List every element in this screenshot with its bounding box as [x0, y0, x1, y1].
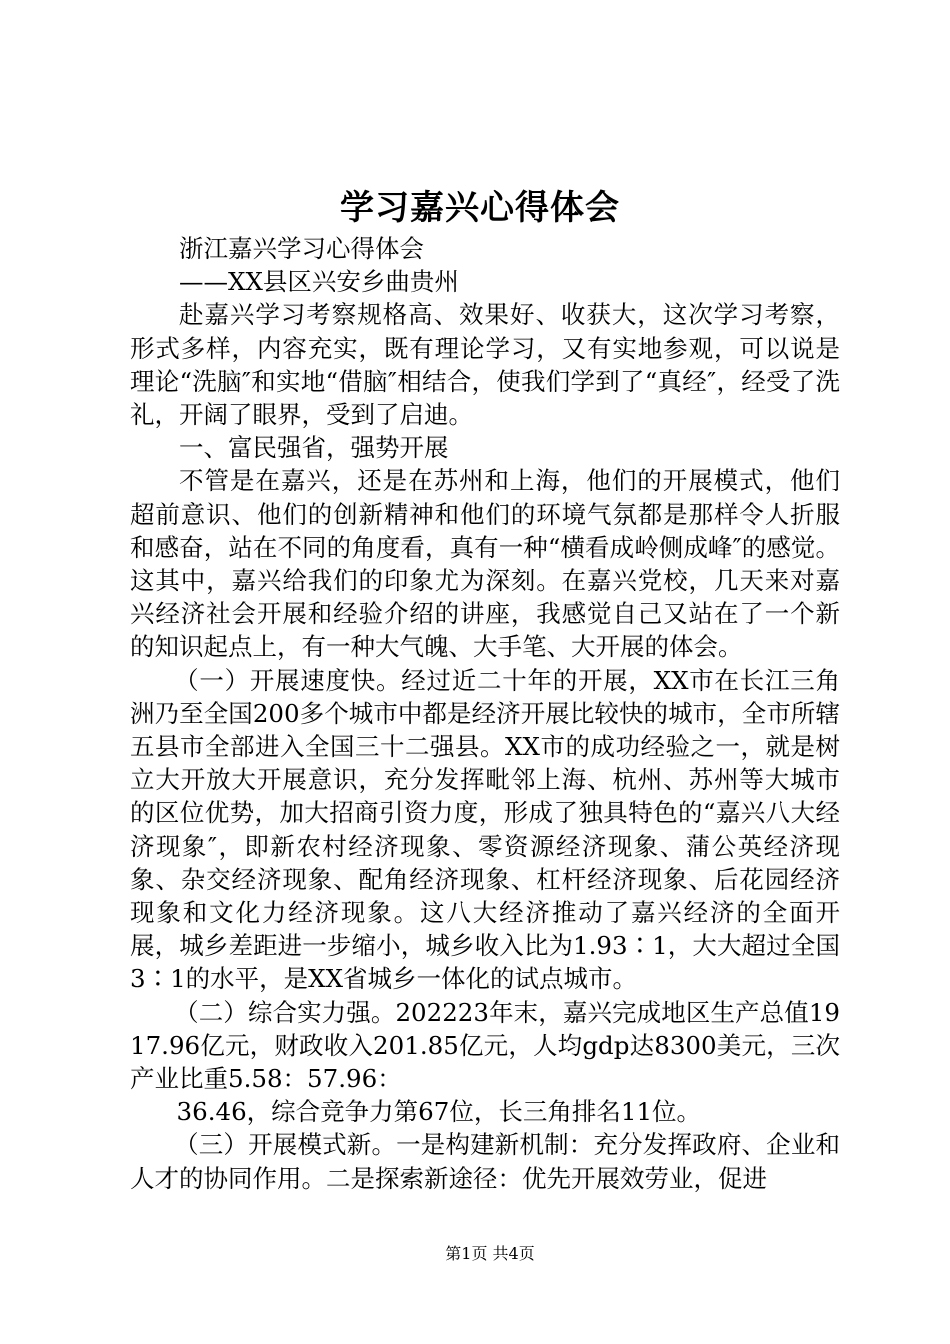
document-body [130, 232, 840, 1195]
page-number-footer: 第1页 共4页 [445, 1244, 535, 1263]
section-heading: 一、富民强省，强势开展 [179, 433, 449, 463]
document-title: 学习嘉兴心得体会 [340, 188, 620, 228]
body-paragraph: （一）开展速度快。经过近二十年的开展，XX市在长江三角洲乃至全国200多个城市中都是经济开展比较快的城市，全市所辖五县市全部进入全国三十二强县。XX市的成功经验之一，就是树立大开放大开展意识，充分发挥毗邻上海、杭州、苏州等大城市的区位优势，加大招商引资力度，形成了独具特色的“嘉兴八大经济现象″，即新农村经济现象、零资源经济现象、蒲公英经济现象、杂交经济现象、配角经济现象、杠杆经济现象、后花园经济现象和文化力经济现象。这八大经济推动了嘉兴经济的全面开展，城乡差距进一步缩小，城乡收入比为1.93∶1，大大超过全国3∶1的水平，是XX省城乡一体化的试点城市。 [130, 665, 840, 994]
author-line: ——XX县区兴安乡曲贵州 [179, 267, 459, 297]
body-paragraph: 36.46，综合竞争力第67位，长三角排名11位。 [176, 1097, 702, 1127]
subtitle-line: 浙江嘉兴学习心得体会 [179, 234, 424, 263]
body-paragraph: （三）开展模式新。一是构建新机制：充分发挥政府、企业和人才的协同作用。二是探索新途径：优先开展效劳业，促进 [130, 1130, 840, 1193]
body-paragraph: 赴嘉兴学习考察规格高、效果好、收获大，这次学习考察，形式多样，内容充实，既有理论学习，又有实地参观，可以说是理论“洗脑″和实地“借脑″相结合，使我们学到了“真经″，经受了洗礼，开阔了眼界，受到了启迪。 [130, 300, 840, 430]
body-paragraph: （二）综合实力强。202223年末，嘉兴完成地区生产总值1917.96亿元，财政收入201.85亿元，人均gdp达8300美元，三次产业比重5.58：57.96： [130, 997, 840, 1094]
body-paragraph: 不管是在嘉兴，还是在苏州和上海，他们的开展模式，他们超前意识、他们的创新精神和他们的环境气氛都是那样令人折服和感奋，站在不同的角度看，真有一种“横看成岭侧成峰″的感觉。这其中，嘉兴给我们的印象尤为深刻。在嘉兴党校，几天来对嘉兴经济社会开展和经验介绍的讲座，我感觉自己又站在了一个新的知识起点上，有一种大气魄、大手笔、大开展的体会。 [130, 466, 840, 662]
